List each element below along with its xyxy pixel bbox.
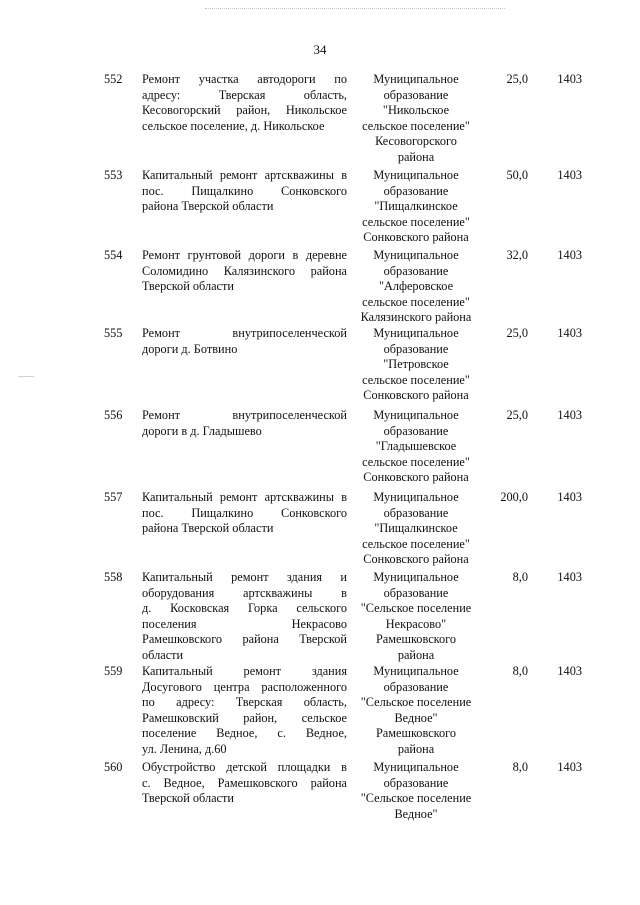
- work-description: [142, 168, 347, 215]
- municipality-line: "Пищалкинское: [374, 199, 458, 214]
- municipality-line: Муниципальное: [373, 490, 459, 504]
- municipality-line: образование: [383, 87, 449, 102]
- municipality-line: района: [397, 741, 435, 756]
- municipality-line: Сонковского района: [363, 552, 469, 567]
- municipality-name: [353, 760, 479, 822]
- work-description-line: пос. Пищалкино Сонковского: [142, 505, 347, 520]
- municipality-line: образование: [383, 679, 449, 694]
- row-number: 555: [104, 326, 123, 340]
- work-description-line: Обустройство детской площадки в: [142, 760, 347, 774]
- municipality-line: Сонковского района: [363, 388, 469, 403]
- work-description-line: по адресу: Тверская область,: [142, 695, 347, 710]
- municipality-line: "Алферовское: [378, 279, 454, 294]
- budget-code: 1403: [557, 570, 582, 584]
- work-description: [142, 664, 347, 758]
- municipality-line: Калязинского района: [360, 310, 472, 325]
- work-description-line: района Тверской области: [142, 521, 274, 536]
- work-description-line: поселение Ведное, с. Ведное,: [142, 726, 347, 741]
- work-description: [142, 248, 347, 295]
- municipality-line: Рамешковского: [375, 726, 457, 741]
- work-description-line: адресу: Тверская область,: [142, 87, 347, 102]
- municipality-line: "Петровское: [383, 357, 449, 372]
- amount-value: 25,0: [506, 72, 528, 86]
- amount-value: 32,0: [506, 248, 528, 262]
- municipality-line: образование: [383, 775, 449, 790]
- work-description-line: Ремонт участка автодороги по: [142, 72, 347, 86]
- row-number: 557: [104, 490, 123, 504]
- municipality-line: сельское поселение": [362, 536, 470, 551]
- work-description-line: Рамешковского района Тверской: [142, 632, 347, 647]
- municipality-line: "Сельское поселение: [360, 695, 472, 710]
- amount-value: 8,0: [512, 570, 528, 584]
- municipality-line: района: [397, 647, 435, 662]
- work-description: [142, 326, 347, 357]
- municipality-line: Муниципальное: [373, 248, 459, 262]
- work-description-line: Тверской области: [142, 279, 234, 294]
- work-description-line: Капитальный ремонт артскважины в: [142, 490, 347, 504]
- work-description: [142, 570, 347, 664]
- work-description-line: дороги д. Ботвино: [142, 341, 238, 356]
- municipality-line: сельское поселение": [362, 454, 470, 469]
- work-description: [142, 408, 347, 439]
- municipality-line: образование: [383, 263, 449, 278]
- work-description-line: сельское поселение, д. Никольское: [142, 118, 325, 133]
- work-description-line: области: [142, 647, 184, 662]
- work-description-line: поселения Некрасово: [142, 616, 347, 631]
- work-description-line: района Тверской области: [142, 199, 274, 214]
- municipality-name: [353, 168, 479, 246]
- amount-value: 8,0: [512, 664, 528, 678]
- municipality-line: Муниципальное: [373, 570, 459, 584]
- row-number: 554: [104, 248, 123, 262]
- amount-value: 8,0: [512, 760, 528, 774]
- municipality-name: [353, 408, 479, 486]
- budget-code: 1403: [557, 72, 582, 86]
- municipality-line: "Пищалкинское: [374, 521, 458, 536]
- work-description-line: дороги в д. Гладышево: [142, 423, 262, 438]
- municipality-line: района: [397, 149, 435, 164]
- municipality-line: сельское поселение": [362, 214, 470, 229]
- municipality-name: [353, 664, 479, 758]
- work-description-line: Досугового центра расположенного: [142, 679, 347, 694]
- municipality-line: Ведное": [394, 806, 438, 821]
- municipality-line: образование: [383, 505, 449, 520]
- work-description-line: Капитальный ремонт здания и: [142, 570, 347, 584]
- work-description-line: Капитальный ремонт здания: [142, 664, 347, 678]
- municipality-line: образование: [383, 423, 449, 438]
- work-description-line: д. Косковская Горка сельского: [142, 601, 347, 616]
- budget-code: 1403: [557, 248, 582, 262]
- municipality-name: [353, 248, 479, 326]
- municipality-line: образование: [383, 341, 449, 356]
- row-number: 560: [104, 760, 123, 774]
- municipality-name: [353, 72, 479, 166]
- municipality-name: [353, 326, 479, 404]
- municipality-line: Муниципальное: [373, 408, 459, 422]
- municipality-line: Муниципальное: [373, 72, 459, 86]
- budget-code: 1403: [557, 760, 582, 774]
- municipality-line: Рамешковского: [375, 632, 457, 647]
- amount-value: 25,0: [506, 408, 528, 422]
- work-description-line: Капитальный ремонт артскважины в: [142, 168, 347, 182]
- work-description-line: с. Ведное, Рамешковского района: [142, 775, 347, 790]
- work-description-line: Кесовогорский район, Никольское: [142, 103, 347, 118]
- row-number: 553: [104, 168, 123, 182]
- municipality-line: "Никольское: [382, 103, 450, 118]
- municipality-line: сельское поселение": [362, 372, 470, 387]
- budget-code: 1403: [557, 408, 582, 422]
- row-number: 556: [104, 408, 123, 422]
- amount-value: 25,0: [506, 326, 528, 340]
- work-description-line: пос. Пищалкино Сонковского: [142, 183, 347, 198]
- municipality-line: "Сельское поселение: [360, 791, 472, 806]
- amount-value: 200,0: [500, 490, 528, 504]
- row-number: 558: [104, 570, 123, 584]
- work-description-line: Ремонт грунтовой дороги в деревне: [142, 248, 347, 262]
- work-description-line: Ремонт внутрипоселенческой: [142, 326, 347, 340]
- municipality-line: Муниципальное: [373, 326, 459, 340]
- row-number: 552: [104, 72, 123, 86]
- work-description-line: Ремонт внутрипоселенческой: [142, 408, 347, 422]
- municipality-line: "Гладышевское: [375, 439, 457, 454]
- work-description-line: оборудования артскважины в: [142, 585, 347, 600]
- municipality-name: [353, 490, 479, 568]
- work-description: [142, 72, 347, 134]
- budget-code: 1403: [557, 168, 582, 182]
- amount-value: 50,0: [506, 168, 528, 182]
- row-number: 559: [104, 664, 123, 678]
- municipality-line: сельское поселение": [362, 118, 470, 133]
- municipality-line: Кесовогорского: [375, 134, 457, 149]
- budget-code: 1403: [557, 490, 582, 504]
- work-description-line: Соломидино Калязинского района: [142, 263, 347, 278]
- municipality-line: "Сельское поселение: [360, 601, 472, 616]
- work-description: [142, 490, 347, 537]
- municipality-line: Сонковского района: [363, 470, 469, 485]
- municipality-line: сельское поселение": [362, 294, 470, 309]
- municipality-name: [353, 570, 479, 664]
- municipality-line: образование: [383, 183, 449, 198]
- municipality-line: Муниципальное: [373, 664, 459, 678]
- municipality-line: Сонковского района: [363, 230, 469, 245]
- municipality-line: Некрасово": [385, 616, 447, 631]
- work-description-line: ул. Ленина, д.60: [142, 741, 227, 756]
- page-number: 34: [313, 42, 327, 57]
- municipality-line: Муниципальное: [373, 760, 459, 774]
- budget-code: 1403: [557, 664, 582, 678]
- work-description: [142, 760, 347, 807]
- work-description-line: Тверской области: [142, 791, 234, 806]
- municipality-line: Муниципальное: [373, 168, 459, 182]
- municipality-line: образование: [383, 585, 449, 600]
- budget-code: 1403: [557, 326, 582, 340]
- work-description-line: Рамешковский район, сельское: [142, 710, 347, 725]
- municipality-line: Ведное": [394, 710, 438, 725]
